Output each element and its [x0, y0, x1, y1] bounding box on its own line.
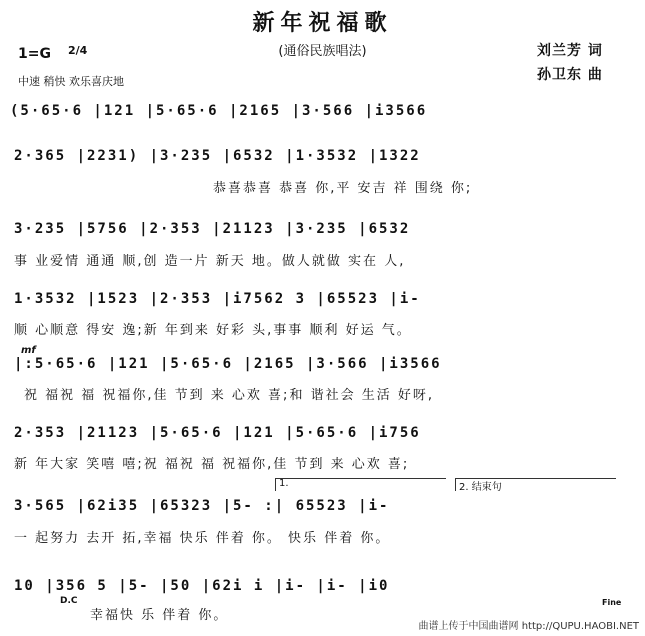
song-subtitle: (通俗民族唱法) — [278, 44, 367, 59]
volta-1-bracket — [275, 478, 446, 491]
volta-2-label: 2. 结束句 — [459, 482, 502, 493]
score-line-2-lyrics: 恭喜恭喜 恭喜 你,平 安吉 祥 围绕 你; — [213, 181, 473, 196]
watermark-text: 曲谱上传于中国曲谱网 http://QUPU.HAOBI.NET — [418, 621, 639, 632]
score-line-4-notes: 1·3532 |1523 |2·353 |i7562 3 |65523 |i- — [14, 291, 421, 307]
volta-2-bracket — [455, 478, 616, 491]
score-line-8-lyrics: 幸福快 乐 伴着 你。 — [90, 608, 229, 623]
lyricist-credit: 刘兰芳 词 — [537, 43, 603, 59]
score-line-8-notes: 10 |356 5 |5- |50 |62i i |i- |i- |i0 — [14, 578, 390, 594]
da-capo-marking: D.C — [60, 596, 78, 606]
dynamic-marking: mf — [21, 345, 36, 356]
score-line-6-lyrics: 新 年大家 笑嘻 嘻;祝 福祝 福 祝福你,佳 节到 来 心欢 喜; — [14, 457, 410, 472]
score-line-5-notes: |:5·65·6 |121 |5·65·6 |2165 |3·566 |i3566 — [14, 356, 442, 372]
score-line-5-lyrics: 祝 福祝 福 祝福你,佳 节到 来 心欢 喜;和 谐社会 生活 好呀, — [24, 388, 434, 403]
song-title: 新年祝福歌 — [252, 11, 393, 36]
score-line-7-notes: 3·565 |62i35 |65323 |5- :| 65523 |i- — [14, 498, 390, 514]
score-line-3-lyrics: 事 业爱情 通通 顺,创 造一片 新天 地。做人就做 实在 人, — [14, 254, 406, 269]
score-line-7-lyrics: 一 起努力 去开 拓,幸福 快乐 伴着 你。 快乐 伴着 你。 — [14, 531, 391, 546]
time-signature: 2/4 — [68, 44, 88, 57]
composer-credit: 孙卫东 曲 — [537, 67, 603, 83]
score-line-1-notes: (5·65·6 |121 |5·65·6 |2165 |3·566 |i3566 — [10, 103, 428, 119]
key-signature: 1=G — [18, 46, 51, 62]
volta-1-label: 1. — [279, 478, 289, 489]
score-line-2-notes: 2·365 |2231) |3·235 |6532 |1·3532 |1322 — [14, 148, 421, 164]
score-line-6-notes: 2·353 |21123 |5·65·6 |121 |5·65·6 |i756 — [14, 425, 421, 441]
score-line-3-notes: 3·235 |5756 |2·353 |21123 |3·235 |6532 — [14, 221, 411, 237]
tempo-marking: 中速 稍快 欢乐喜庆地 — [18, 75, 124, 88]
score-line-4-lyrics: 顺 心顺意 得安 逸;新 年到来 好彩 头,事事 顺利 好运 气。 — [14, 323, 412, 338]
fine-marking: Fine — [602, 598, 622, 607]
